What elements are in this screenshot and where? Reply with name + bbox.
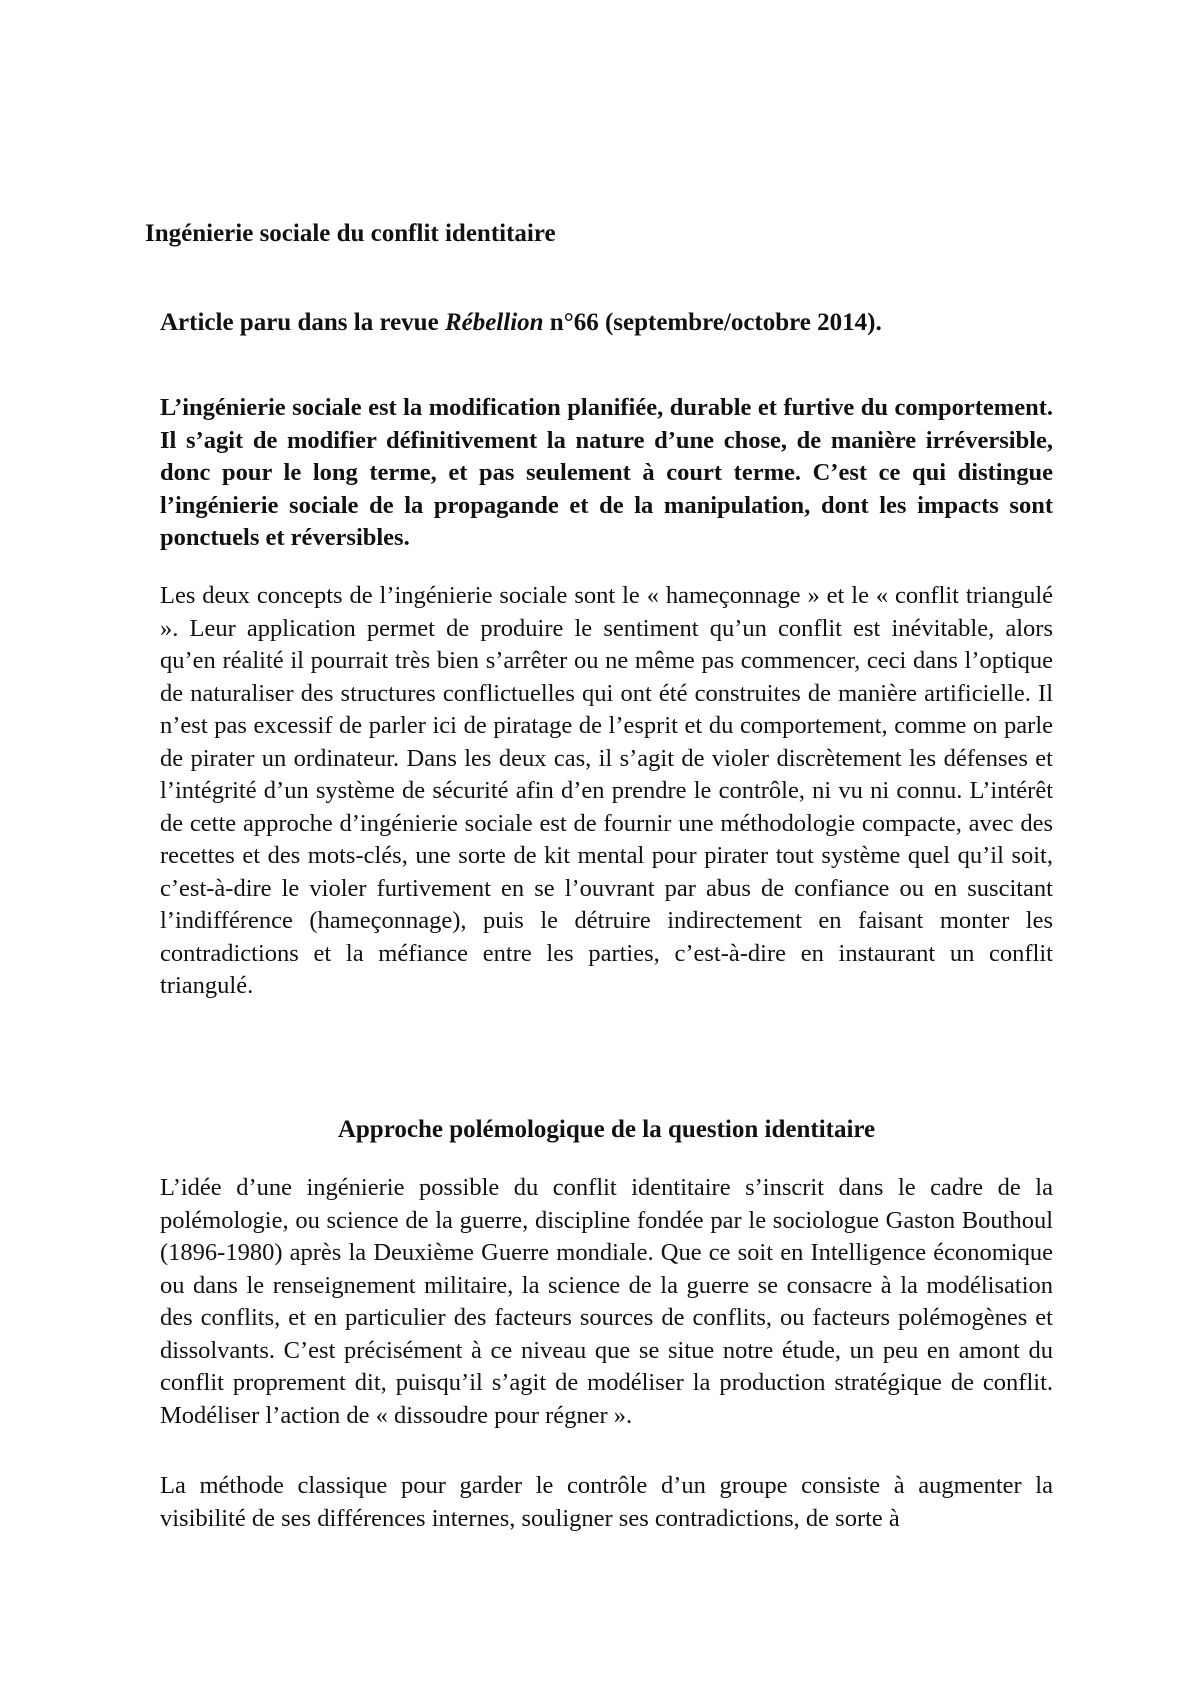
publication-suffix: n°66 (septembre/octobre 2014). [543, 309, 882, 336]
section-heading: Approche polémologique de la question identitaire [337, 1116, 876, 1143]
publication-line [160, 307, 882, 339]
body-block-1 [160, 580, 1053, 1003]
body-block-3 [160, 1470, 1053, 1535]
body-block-2 [160, 1172, 1053, 1432]
body-paragraph: La méthode classique pour garder le contrôle d’un groupe consiste à augmenter la visibilité de ses différences internes, souligner ses contradictions, de sorte à [160, 1472, 1053, 1532]
journal-name: Rébellion [444, 309, 544, 336]
publication-prefix: Article paru dans la revue [160, 309, 445, 336]
body-paragraph: L’idée d’une ingénierie possible du conflit identitaire s’inscrit dans le cadre de la polémologie, ou science de la guerre, discipline fondée par le sociologue Gaston Bouthoul (1896-1980) après la Deuxième Guerre mondiale. Que ce soit en Intelligence économique ou dans le renseignement militaire, la science de la guerre se consacre à la modélisation des conflits, et en particulier des facteurs sources de conflits, ou facteurs polémogènes et dissolvants. C’est précisément à ce niveau que se situe notre étude, un peu en amont du conflit proprement dit, puisqu’il s’agit de modéliser la production stratégique de conflit. Modéliser l’action de « dissoudre pour régner ». [160, 1174, 1053, 1429]
intro-block [160, 392, 1053, 555]
body-paragraph: Les deux concepts de l’ingénierie sociale sont le « hameçonnage » et le « conflit triangulé ». Leur application permet de produire le sentiment qu’un conflit est inévitable, alors qu’en réalité il pourrait très bien s’arrêter ou ne même pas commencer, ceci dans l’optique de naturaliser des structures conflictuelles qui ont été construites de manière artificielle. Il n’est pas excessif de parler ici de piratage de l’esprit et du comportement, comme on parle de pirater un ordinateur. Dans les deux cas, il s’agit de violer discrètement les défenses et l’intégrité d’un système de sécurité afin d’en prendre le contrôle, ni vu ni connu. L’intérêt de cette approche d’ingénierie sociale est de fournir une méthodologie compacte, avec des recettes et des mots-clés, une sorte de kit mental pour pirater tout système quel qu’il soit, c’est-à-dire le violer furtivement en se l’ouvrant par abus de confiance ou en suscitant l’indifférence (hameçonnage), puis le détruire indirectement en faisant monter les contradictions et la méfiance entre les parties, c’est-à-dire en instaurant un conflit triangulé. [160, 582, 1053, 999]
intro-paragraph: L’ingénierie sociale est la modification planifiée, durable et furtive du comportement. Il s’agit de modifier définitivement la nature d’une chose, de manière irréversible, donc pour le long terme, et pas seulement à court terme. C’est ce qui distingue l’ingénierie sociale de la propagande et de la manipulation, dont les impacts sont ponctuels et réversibles. [160, 394, 1053, 551]
document-title: Ingénierie sociale du conflit identitaire [145, 220, 556, 247]
